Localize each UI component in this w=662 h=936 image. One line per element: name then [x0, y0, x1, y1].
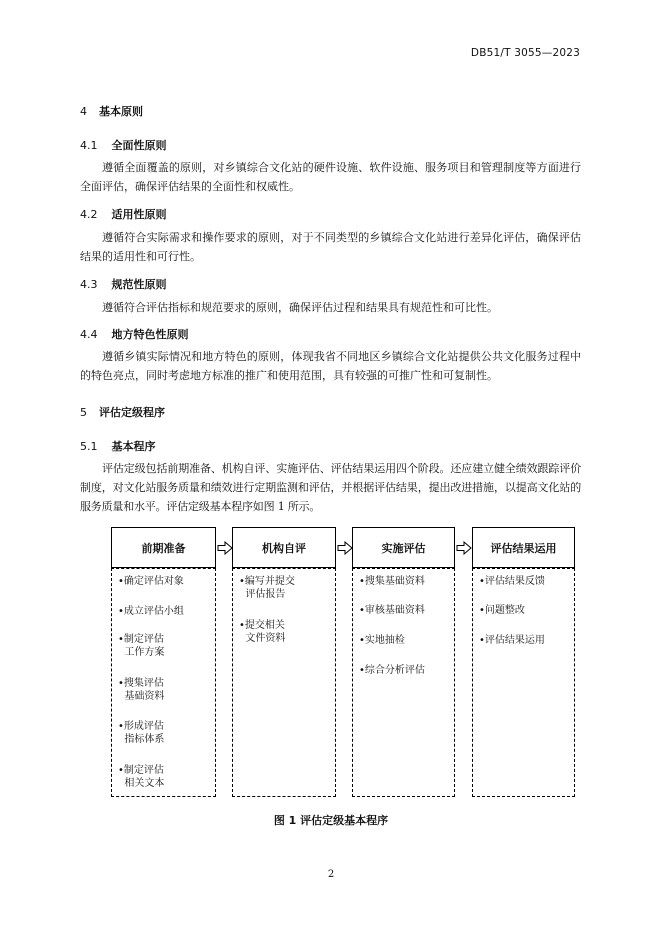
stage-1-header: 前期准备 [111, 527, 216, 568]
list-item: •实地抽检 [359, 635, 405, 646]
stage-2-list [232, 568, 336, 797]
subsection-4-1-heading [80, 137, 167, 153]
stage-3-header: 实施评估 [352, 527, 455, 568]
hollow-right-arrow-icon [217, 541, 233, 555]
paragraph-4-4: 遵循乡镇实际情况和地方特色的原则，体现我省不同地区乡镇综合文化站提供公共文化服务过程中的特色亮点，同时考虑地方标准的推广和使用范围，具有较强的可推广性和可复制性。 [80, 350, 581, 382]
list-item: •编写并提交 评估报告 [239, 576, 295, 600]
subsection-title: 适用性原则 [111, 208, 167, 221]
hollow-right-arrow-icon [337, 541, 353, 555]
figure-caption: 图 1 评估定级基本程序 [273, 814, 389, 827]
subsection-number: 4.3 [80, 278, 98, 291]
stage-4-header: 评估结果运用 [472, 527, 575, 568]
section-5-heading [80, 404, 165, 420]
hollow-right-arrow-icon [456, 541, 472, 555]
section-4-heading [80, 103, 143, 119]
paragraph-4-3: 遵循符合评估指标和规范要求的原则，确保评估过程和结果具有规范性和可比性。 [102, 301, 498, 314]
paragraph-4-2: 遵循符合实际需求和操作要求的原则，对于不同类型的乡镇综合文化站进行差异化评估，确保评估结果的适用性和可行性。 [80, 231, 581, 263]
list-item: •搜集基础资料 [359, 576, 425, 587]
subsection-number: 4.2 [80, 208, 98, 221]
section-title: 评估定级程序 [99, 406, 165, 419]
stage-3-list [352, 568, 455, 797]
list-item: •形成评估 指标体系 [118, 721, 165, 745]
subsection-5-1-heading [80, 438, 156, 454]
list-item: •综合分析评估 [359, 665, 425, 676]
list-item: •问题整改 [479, 605, 525, 616]
subsection-title: 地方特色性原则 [111, 328, 189, 341]
subsection-title: 全面性原则 [111, 139, 167, 152]
standard-code: DB51/T 3055—2023 [470, 47, 580, 59]
subsection-4-4-heading [80, 326, 189, 342]
subsection-number: 5.1 [80, 440, 98, 453]
stage-1-list [111, 568, 216, 797]
page-number: 2 [327, 869, 335, 880]
stage-2-header: 机构自评 [232, 527, 336, 568]
section-number: 5 [80, 406, 87, 419]
list-item: •成立评估小组 [118, 606, 184, 617]
paragraph-5-1: 评估定级包括前期准备、机构自评、实施评估、评估结果运用四个阶段。还应建立健全绩效跟踪评价制度，对文化站服务质量和绩效进行定期监测和评估，并根据评估结果，提出改进措施，以提高文化站的服务质量和水平。评估定级基本程序如图 1 所示。 [80, 462, 581, 513]
subsection-number: 4.4 [80, 328, 98, 341]
subsection-title: 基本程序 [111, 440, 156, 453]
subsection-number: 4.1 [80, 139, 98, 152]
section-title: 基本原则 [99, 105, 143, 118]
subsection-4-2-heading [80, 206, 167, 222]
stage-4-list [472, 568, 575, 797]
list-item: •评估结果运用 [479, 635, 545, 646]
subsection-4-3-heading [80, 276, 167, 292]
list-item: •评估结果反馈 [479, 576, 545, 587]
list-item: •搜集评估 基础资料 [118, 678, 165, 702]
list-item: •制定评估 相关文本 [118, 765, 165, 789]
section-number: 4 [80, 105, 87, 118]
paragraph-4-1: 遵循全面覆盖的原则，对乡镇综合文化站的硬件设施、软件设施、服务项目和管理制度等方面进行全面评估，确保评估结果的全面性和权威性。 [80, 161, 581, 193]
subsection-title: 规范性原则 [111, 278, 167, 291]
list-item: •提交相关 文件资料 [239, 620, 286, 644]
list-item: •制定评估 工作方案 [118, 634, 165, 658]
list-item: •审核基础资料 [359, 605, 425, 616]
list-item: •确定评估对象 [118, 576, 184, 587]
